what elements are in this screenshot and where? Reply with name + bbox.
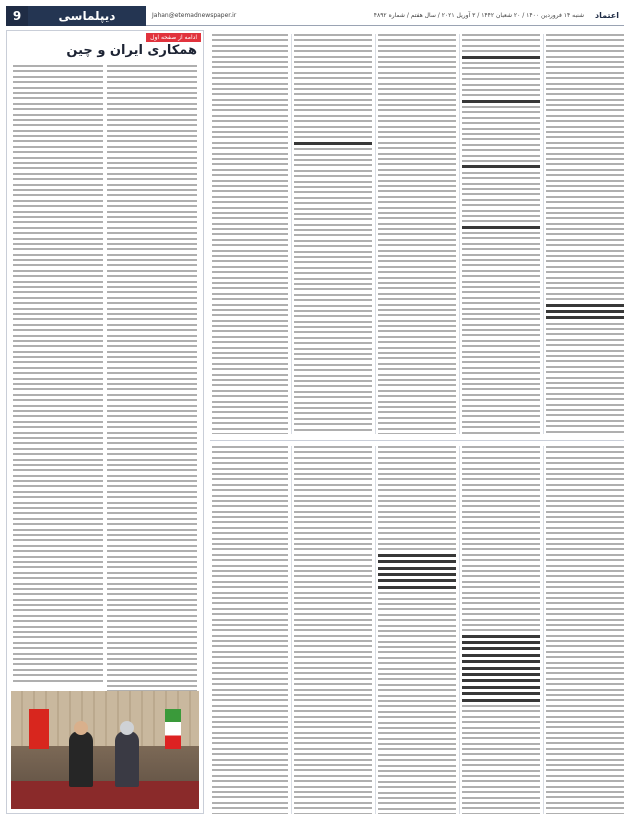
article-body-col-2 <box>13 65 103 685</box>
section-title: دیپلماسی <box>28 6 146 26</box>
continued-tag: ادامه از صفحه اول <box>146 33 201 42</box>
person-left-head <box>74 721 88 735</box>
featured-article <box>6 30 204 814</box>
column-rule <box>543 34 544 434</box>
person-right-head <box>120 721 134 735</box>
column-rule <box>375 34 376 434</box>
china-flag <box>29 709 49 749</box>
person-left <box>69 731 93 787</box>
email-link[interactable]: Jahan@etemadnewspaper.ir <box>152 12 237 19</box>
text-column-5 <box>212 34 288 434</box>
header-info-bar <box>146 6 590 26</box>
column-rule <box>291 34 292 434</box>
person-right <box>115 731 139 787</box>
column-rule <box>459 446 460 814</box>
lower-column-3 <box>378 446 456 814</box>
page-header <box>6 6 624 26</box>
section-divider <box>210 440 624 441</box>
text-column-2 <box>462 34 540 434</box>
column-rule <box>375 446 376 814</box>
page-number: 9 <box>6 6 28 26</box>
iran-flag <box>165 709 181 749</box>
lower-column-1 <box>546 446 624 814</box>
column-rule <box>459 34 460 434</box>
photo-carpet <box>11 781 199 809</box>
newspaper-logo: اعتماد <box>590 6 624 26</box>
article-body-col-1 <box>107 65 197 715</box>
column-rule <box>543 446 544 814</box>
lower-column-5 <box>212 446 288 814</box>
article-photo <box>11 691 199 809</box>
lower-column-2 <box>462 446 540 814</box>
text-column-3 <box>378 34 456 434</box>
lower-column-4 <box>294 446 372 814</box>
column-rule <box>291 446 292 814</box>
text-column-1 <box>546 34 624 434</box>
dateline: شنبه ۱۴ فروردین ۱۴۰۰ / ۲۰ شعبان ۱۴۴۲ / ۳ آوریل ۲۰۲۱ / سال هفتم / شماره ۴۸۹۲ <box>373 12 584 19</box>
text-column-4 <box>294 34 372 434</box>
article-title: همکاری ایران و چین <box>66 43 197 58</box>
